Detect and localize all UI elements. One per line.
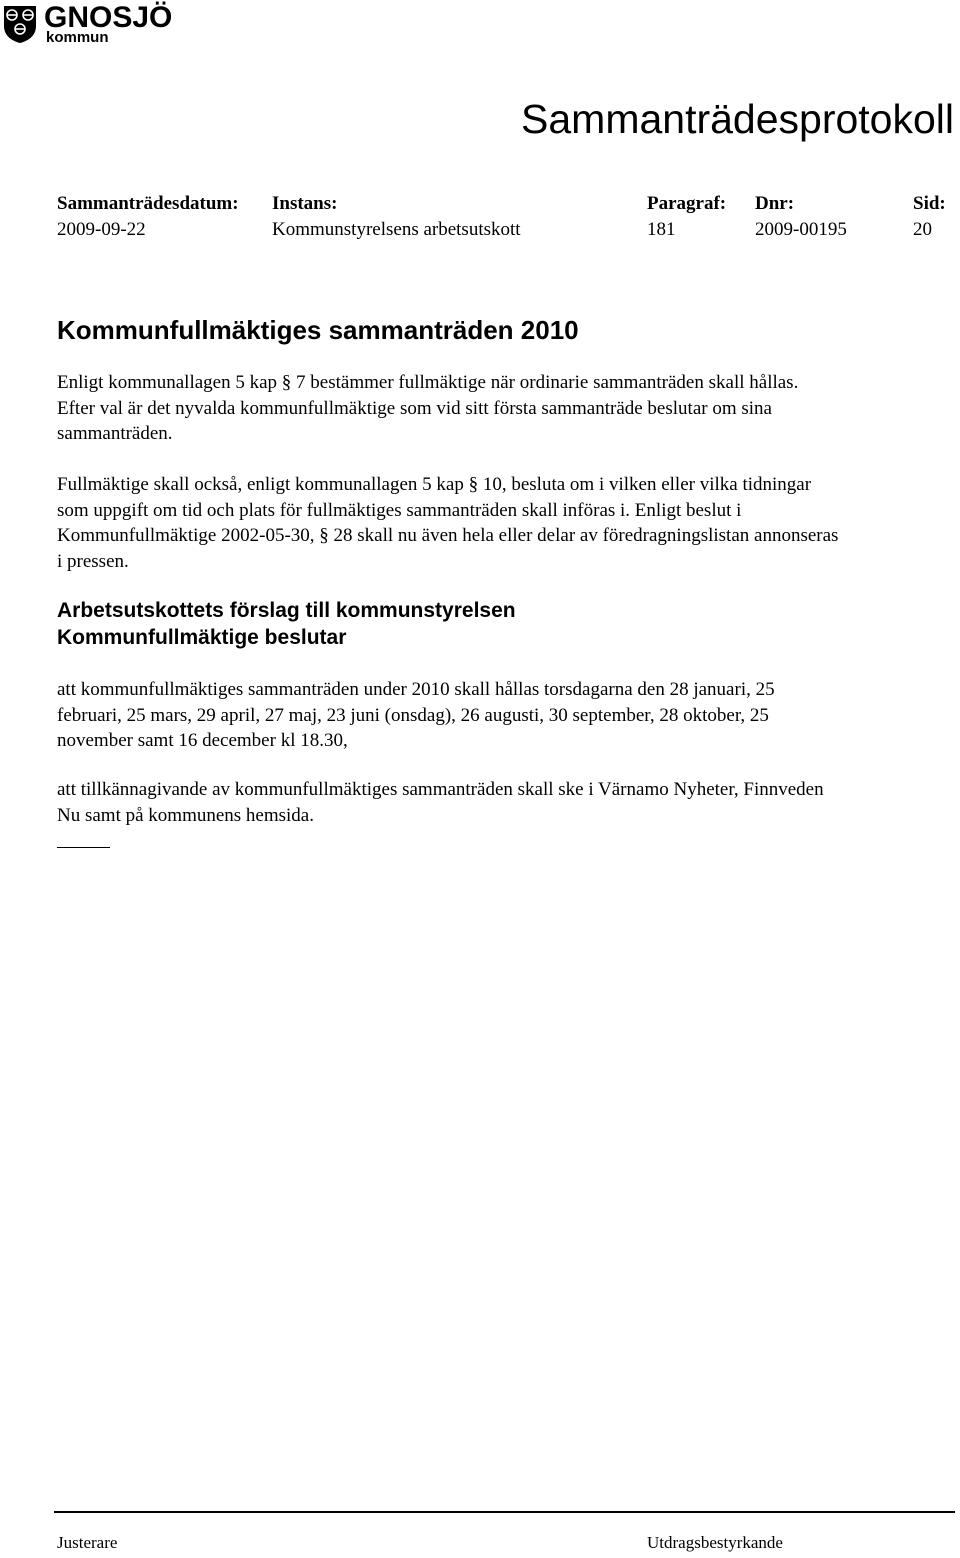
meta-paragraph bbox=[647, 192, 726, 242]
meta-paragraph-label: Paragraf: bbox=[647, 193, 727, 214]
text-segment: Kommunfullmäktige 2002-05-30, bbox=[57, 525, 315, 546]
meta-instance-value: Kommunstyrelsens arbetsutskott bbox=[272, 219, 521, 240]
section-sign: § bbox=[281, 372, 292, 393]
text-line: att tillkännagivande av kommunfullmäktiges sammanträden skall ske i Värnamo Nyheter, Finnveden bbox=[57, 779, 824, 800]
text-line: november samt 16 december kl 18.30, bbox=[57, 730, 348, 751]
footer-divider bbox=[54, 1511, 955, 1513]
text-line: februari, 25 mars, 29 april, 27 maj, 23 juni (onsdag), 26 augusti, 30 september, 28 oktober, 25 bbox=[57, 704, 769, 726]
meta-dnr-value: 2009-00195 bbox=[755, 219, 847, 240]
decision-heading: Kommunfullmäktige beslutar bbox=[57, 626, 347, 649]
text-line bbox=[57, 370, 957, 396]
footer-certification: Utdragsbestyrkande bbox=[647, 1533, 783, 1552]
text-line: sammanträden. bbox=[57, 423, 173, 444]
section-sign: § bbox=[468, 474, 479, 495]
document-title: Sammanträdesprotokoll bbox=[521, 96, 954, 142]
text-line bbox=[57, 472, 957, 498]
text-line: i pressen. bbox=[57, 550, 129, 572]
text-line: Efter val är det nyvalda kommunfullmäktige som vid sitt första sammanträde beslutar om sina bbox=[57, 397, 772, 419]
section-sign: § bbox=[319, 525, 329, 546]
section-title: Kommunfullmäktiges sammanträden 2010 bbox=[57, 315, 579, 345]
proposal-heading: Arbetsutskottets förslag till kommunstyrelsen bbox=[57, 599, 516, 622]
meta-dnr-label: Dnr: bbox=[755, 193, 795, 214]
logo-name: GNOSJÖ bbox=[44, 1, 173, 34]
meta-date-value: 2009-09-22 bbox=[57, 219, 146, 240]
text-segment: Fullmäktige skall också, enligt kommunallagen 5 kap bbox=[57, 474, 464, 495]
meta-dnr bbox=[755, 192, 847, 242]
text-segment: Enligt kommunallagen 5 kap bbox=[57, 372, 278, 393]
text-segment: 28 skall nu även hela eller delar av föredragningslistan annonseras bbox=[333, 525, 839, 546]
text-line bbox=[57, 523, 957, 549]
meta-date-label: Sammanträdesdatum: bbox=[57, 193, 239, 214]
meta-date bbox=[57, 192, 239, 242]
paragraph-intro bbox=[57, 370, 957, 447]
text-line: Nu samt på kommunens hemsida. bbox=[57, 804, 314, 826]
decision-announcement bbox=[57, 777, 957, 828]
paragraph-publication bbox=[57, 472, 957, 574]
decision-dates bbox=[57, 677, 957, 754]
meta-page-value: 20 bbox=[913, 219, 932, 240]
footer-adjuster: Justerare bbox=[57, 1533, 118, 1552]
meta-page bbox=[913, 192, 946, 242]
meta-instance-label: Instans: bbox=[272, 193, 338, 214]
text-line: att kommunfullmäktiges sammanträden under 2010 skall hållas torsdagarna den 28 januari, 25 bbox=[57, 679, 775, 700]
meta-paragraph-value: 181 bbox=[647, 219, 676, 240]
coat-of-arms-icon bbox=[2, 4, 38, 44]
municipality-logo bbox=[0, 0, 175, 50]
meta-page-label: Sid: bbox=[913, 193, 946, 214]
text-line: som uppgift om tid och plats för fullmäktiges sammanträden skall införas i. Enligt beslut i bbox=[57, 499, 742, 521]
text-segment: 10, besluta om i vilken eller vilka tidningar bbox=[482, 474, 812, 495]
logo-subtitle: kommun bbox=[46, 29, 109, 46]
text-segment: 7 bestämmer fullmäktige när ordinarie sammanträden skall hållas. bbox=[296, 372, 799, 393]
end-divider bbox=[57, 847, 110, 848]
meta-instance bbox=[272, 192, 521, 242]
